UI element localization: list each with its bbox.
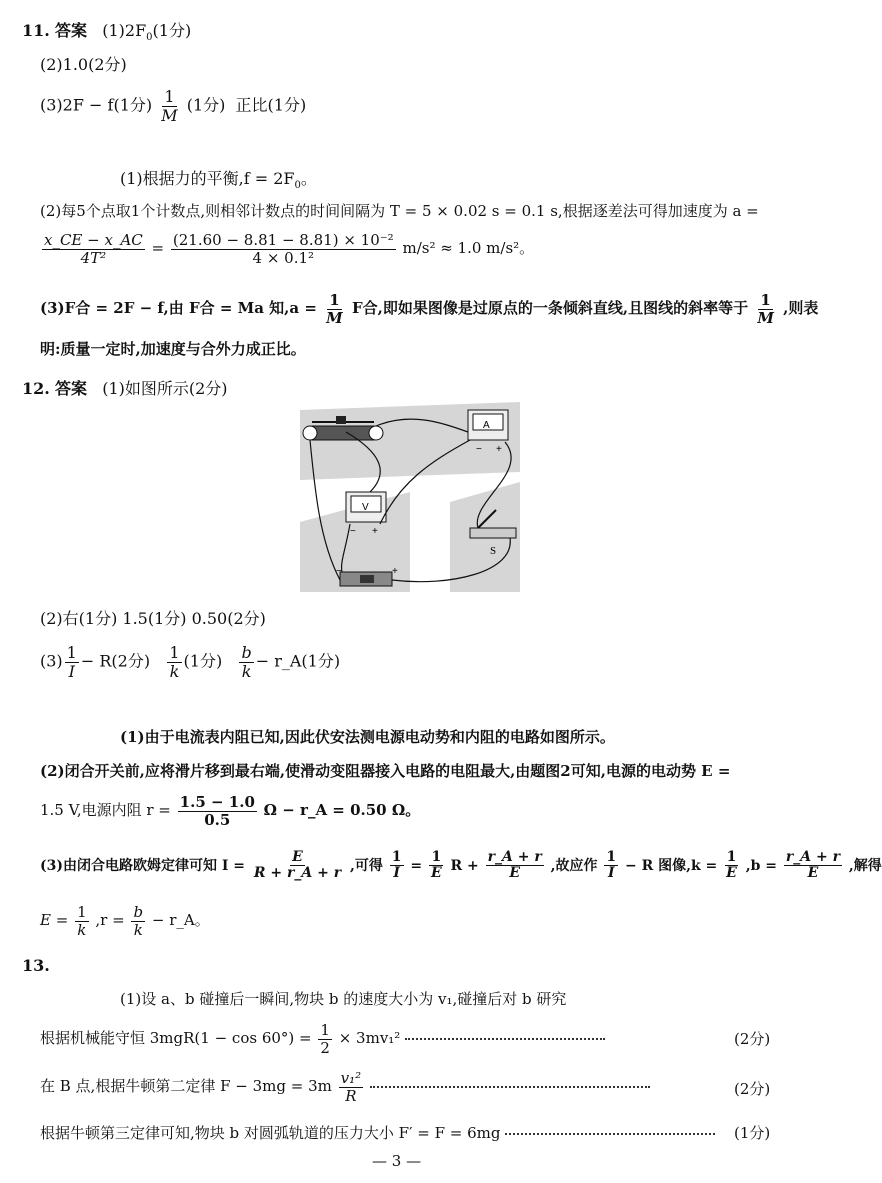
q13-line1-score: (2分) <box>734 1030 771 1048</box>
q12-explain-2-line2: 1.5 V,电源内阻 r = $\frac{1.5 - 1.0}{0.5}$ Ω − r_A = 0.50 Ω。 <box>40 793 421 829</box>
svg-text:−: − <box>476 444 482 455</box>
q12-explain-3: (3)由闭合电路欧姆定律可知 I = $\frac{E}{R + r\_A + r}$ ,可得 $\frac{1}{I}$ = $\frac{1}{E}$ R + $\frac{r\_A + r}{E}$ ,故应作 $\frac{1}{I}$ − R 图像,k = $\frac{1}{E}$ ,b = $\frac{r\_A + r}{E}$ ,解得 <box>40 849 882 882</box>
svg-text:+: + <box>392 566 398 577</box>
q12-explain-1: (1)由于电流表内阻已知,因此伏安法测电源电动势和内阻的电路如图所示。 <box>120 728 615 746</box>
q12-explain-4: E = $\frac{1}{k}$ ,r = $\frac{b}{k}$ − r_A。 <box>40 903 210 939</box>
q11-explain-2-line1: (2)每5个点取1个计数点,则相邻计数点的时间间隔为 T = 5 × 0.02 s = 0.1 s,根据逐差法可得加速度为 a = <box>40 202 759 220</box>
q13-line3-score: (1分) <box>734 1124 771 1142</box>
q12-answer-line3: (3) $\frac{1}{I}$ − R(2分) $\frac{1}{k}$ (1分) $\frac{b}{k}$ − r_A(1分) <box>40 643 341 681</box>
q13-line2-score: (2分) <box>734 1080 771 1098</box>
voltmeter-label: V <box>362 502 369 513</box>
switch-label: S <box>490 545 497 557</box>
q11-explain-1: (1)根据力的平衡$,f = 2F_0$。 <box>120 169 317 192</box>
q13-number: 13. <box>22 956 50 975</box>
q13-line1: 根据机械能守恒 3mgR(1 − cos 60°) = $\frac{1}{2}$ × 3mv₁² <box>40 1022 605 1056</box>
page-number: — 3 — <box>372 1152 422 1170</box>
ammeter-label: A <box>483 420 490 431</box>
q13-line3: 根据牛顿第三定律可知,物块 b 对圆弧轨道的压力大小 F′ = F = 6mg <box>40 1122 715 1143</box>
q12-explain-2-line1: (2)闭合开关前,应将滑片移到最右端,使滑动变阻器接入电路的电阻最大,由题图2可知,电源的电动势 E = <box>40 762 731 780</box>
q11-explain-3-line1: (3)F合 = 2F − f,由 F合 = Ma 知,a = $\frac{1}{M}$ F合,即如果图像是过原点的一条倾斜直线,且图线的斜率等于 $\frac{1}{M}$ ,则表 <box>40 291 819 327</box>
q11-answer-line3: (3)2F − f(1分) $\frac{1}{M}$ (1分) 正比(1分) <box>40 87 307 125</box>
svg-text:−: − <box>336 566 342 577</box>
svg-text:−: − <box>350 526 356 537</box>
svg-text:+: + <box>372 526 378 537</box>
q13-line2: 在 B 点,根据牛顿第二定律 F − 3mg = 3m $\frac{\text{v₁²}}{R}$ <box>40 1070 650 1104</box>
q11-answer-line1: 11. 答案 $(1)2F_0(1$分) <box>22 21 192 44</box>
q12-answer-line1: 12. 答案 (1)如图所示(2分) <box>22 379 228 398</box>
circuit-diagram <box>300 402 520 592</box>
q12-answer-line2: (2)右(1分) 1.5(1分) 0.50(2分) <box>40 609 266 628</box>
svg-text:+: + <box>496 444 502 455</box>
q13-explain-1: (1)设 a、b 碰撞后一瞬间,物块 b 的速度大小为 v₁,碰撞后对 b 研究 <box>120 990 567 1008</box>
q11-explain-2-line2: $\frac{x\_CE - x\_AC}{\text{4T²}}$ = $\frac{\text{(21.60 − 8.81 − 8.81) × 10⁻²}}{\text{4 × 0.1²}}$ m/s² ≈ 1.0 m/s²。 <box>44 231 535 267</box>
q11-explain-3-line2: 明:质量一定时,加速度与合外力成正比。 <box>40 340 306 358</box>
q11-answer-line2: (2)1.0(2分) <box>40 55 127 74</box>
